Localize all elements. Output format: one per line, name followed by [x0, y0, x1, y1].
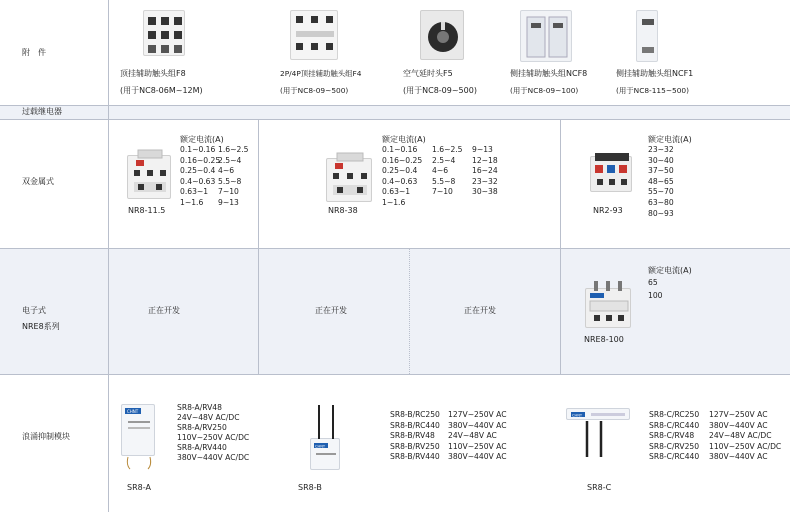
spec-voltage: 127V~250V AC	[709, 410, 768, 419]
f8-contact-block-image	[143, 10, 185, 56]
current-value: 0.4~0.63	[180, 176, 216, 186]
sr8-a-model-label: SR8-A	[127, 483, 151, 492]
row-label-surge: 浪涌抑制模块	[22, 432, 70, 441]
timer-dial-icon	[421, 11, 465, 61]
nre8-current-header: 额定电流(A)	[648, 266, 692, 275]
in-development-text: 正在开发	[315, 306, 347, 315]
row-label-overload-relay: 过载继电器	[22, 107, 62, 116]
nr2-93-current-header: 额定电流(A)	[648, 135, 692, 144]
surge-module-icon	[122, 405, 156, 473]
accessory-note: (用于NC8-09~100)	[510, 86, 579, 95]
current-value: 12~18	[472, 155, 498, 165]
current-value: 0.16~0.25	[180, 155, 221, 165]
nr8-38-current-header: 额定电流(A)	[382, 135, 426, 144]
column-divider	[258, 248, 259, 374]
sr8-b-model-label: SR8-B	[298, 483, 322, 492]
nr2-93-relay-image	[590, 156, 632, 192]
sr8-c-module-image	[566, 408, 630, 420]
current-value: 9~13	[218, 197, 239, 207]
current-value: 0.1~0.16	[382, 145, 418, 154]
spec-line: 24V~48V AC/DC	[177, 413, 240, 422]
spec-voltage: 110V~250V AC/DC	[709, 441, 782, 451]
current-value: 1~1.6	[180, 197, 204, 207]
electronic-relay-icon	[586, 289, 632, 329]
sr8-b-module-image	[310, 438, 340, 470]
current-value: 7~10	[218, 187, 239, 197]
current-value: 4~6	[218, 166, 235, 176]
current-value: 30~38	[472, 187, 498, 197]
sr8-a-module-image	[121, 404, 155, 456]
accessory-note: (用于NC8-09~500)	[280, 86, 349, 95]
spec-model: SR8-B/RC440	[390, 420, 440, 430]
current-value: 9~13	[472, 145, 493, 154]
overload-relay-icon	[591, 157, 633, 193]
current-value: 2.5~4	[218, 155, 242, 165]
current-value: 2.5~4	[432, 155, 456, 165]
nr8-11-5-relay-image	[127, 155, 171, 199]
column-divider	[560, 119, 561, 248]
current-value: 30~40	[648, 155, 674, 165]
current-value: 100	[648, 291, 663, 300]
current-value: 0.63~1	[382, 187, 411, 197]
f4-contact-block-image	[290, 10, 338, 60]
side-contact-icon	[637, 11, 659, 63]
current-value: 0.63~1	[180, 187, 209, 197]
accessory-name: 侧挂辅助触头组NCF1	[616, 69, 694, 78]
sr8-c-voltage-list	[709, 410, 781, 463]
brand-logo: CHNT	[127, 409, 139, 414]
current-value: 0.1~0.16	[180, 145, 216, 154]
accessory-note: (用于NC8-115~500)	[616, 86, 690, 95]
nre8-current-values	[648, 276, 663, 302]
overload-relay-icon	[128, 156, 172, 200]
nr2-93-model-label: NR2-93	[593, 206, 623, 215]
accessory-name: 顶挂辅助触头组F8	[120, 69, 186, 78]
nr8-38-current-col2	[432, 145, 463, 198]
spec-line: SR8-A/RV440	[177, 443, 227, 452]
nr8-11-5-current-col2	[218, 145, 249, 209]
band-overload-header	[0, 105, 790, 119]
accessory-name: 空气延时头F5	[403, 69, 453, 78]
sr8-c-model-list	[649, 410, 699, 463]
column-divider	[409, 248, 410, 374]
sr8-b-model-list	[390, 410, 440, 463]
current-value: 80~93	[648, 208, 674, 218]
nre8-100-relay-image	[585, 288, 631, 328]
overload-relay-icon	[327, 159, 373, 203]
surge-module-icon	[311, 439, 341, 471]
spec-line: 380V~440V AC/DC	[177, 453, 250, 462]
contact-block-icon	[291, 11, 339, 61]
row-label-electronic: 电子式	[22, 306, 46, 315]
current-value: 1.6~2.5	[218, 145, 249, 154]
current-value: 0.16~0.25	[382, 155, 423, 165]
current-value: 1.6~2.5	[432, 145, 463, 154]
spec-voltage: 380V~440V AC	[448, 452, 507, 462]
current-value: 4~6	[432, 166, 449, 176]
spec-model: SR8-B/RV250	[390, 441, 440, 451]
current-value: 63~80	[648, 197, 674, 207]
spec-line: SR8-A/RV250	[177, 423, 227, 432]
ncf1-side-contact-image	[636, 10, 658, 62]
side-contact-icon	[521, 11, 573, 63]
current-value: 5.5~8	[432, 176, 456, 186]
nr8-11-5-model-label: NR8-11.5	[128, 206, 166, 215]
column-divider	[560, 248, 561, 374]
row-label-accessories: 附 件	[22, 48, 46, 57]
current-value: 65	[648, 278, 658, 287]
spec-model: SR8-C/RV250	[649, 441, 700, 451]
spec-voltage: 24V~48V AC/DC	[709, 431, 772, 441]
accessory-note: (用于NC8-06M~12M)	[120, 86, 203, 95]
nr8-38-current-col1	[382, 145, 422, 209]
surge-module-icon	[567, 409, 631, 421]
nr8-11-5-current-col1	[180, 145, 220, 209]
row-label-bimetal: 双金属式	[22, 177, 54, 186]
spec-model: SR8-C/RV48	[649, 431, 695, 441]
spec-model: SR8-B/RC250	[390, 410, 440, 419]
spec-model: SR8-C/RC440	[649, 420, 700, 430]
accessory-note: (用于NC8-09~500)	[403, 86, 477, 95]
in-development-text: 正在开发	[464, 306, 496, 315]
current-value: 37~50	[648, 166, 674, 176]
spec-voltage: 380V~440V AC	[709, 420, 768, 430]
nr8-38-current-col3	[472, 145, 498, 198]
spec-model: SR8-B/RV440	[390, 452, 440, 462]
spec-model: SR8-B/RV48	[390, 431, 435, 441]
in-development-text: 正在开发	[148, 306, 180, 315]
current-value: 55~70	[648, 187, 674, 197]
contact-block-icon	[144, 11, 186, 57]
row-divider	[0, 105, 790, 106]
current-value: 23~32	[648, 145, 674, 154]
current-value: 23~32	[472, 176, 498, 186]
brand-logo: CHNT	[315, 444, 326, 449]
row-divider	[0, 374, 790, 375]
sr8-c-model-label: SR8-C	[587, 483, 612, 492]
sr8-b-voltage-list	[448, 410, 507, 463]
f5-timer-head-image	[420, 10, 464, 60]
row-label-electronic-series: NRE8系列	[22, 322, 60, 331]
nr8-38-model-label: NR8-38	[328, 206, 358, 215]
current-value: 0.25~0.4	[180, 166, 216, 176]
current-value: 1~1.6	[382, 197, 406, 207]
nr8-11-5-current-header: 额定电流(A)	[180, 135, 224, 144]
sr8-a-spec-list	[177, 403, 249, 463]
nre8-100-model-label: NRE8-100	[584, 335, 624, 344]
current-value: 48~65	[648, 176, 674, 186]
spec-voltage: 24V~48V AC	[448, 431, 497, 441]
accessory-name: 侧挂辅助触头组NCF8	[510, 69, 588, 78]
spec-voltage: 110V~250V AC	[448, 441, 507, 451]
nr8-38-relay-image	[326, 158, 372, 202]
nr2-93-current-values	[648, 145, 674, 219]
spec-line: 110V~250V AC/DC	[177, 433, 250, 442]
current-value: 0.25~0.4	[382, 166, 418, 176]
accessory-name: 2P/4P顶挂辅助触头组F4	[280, 69, 362, 78]
current-value: 5.5~8	[218, 176, 242, 186]
ncf8-side-contact-image	[520, 10, 572, 62]
current-value: 0.4~0.63	[382, 176, 418, 186]
spec-model: SR8-C/RC440	[649, 452, 700, 462]
spec-voltage: 127V~250V AC	[448, 410, 507, 419]
column-divider	[258, 119, 259, 248]
label-column-divider	[108, 0, 109, 512]
spec-model: SR8-C/RC250	[649, 410, 700, 419]
brand-logo: CHNT	[572, 413, 583, 418]
row-divider	[0, 119, 790, 120]
spec-voltage: 380V~440V AC	[709, 452, 768, 462]
current-value: 16~24	[472, 166, 498, 176]
row-divider	[0, 248, 790, 249]
spec-voltage: 380V~440V AC	[448, 420, 507, 430]
spec-line: SR8-A/RV48	[177, 403, 222, 412]
current-value: 7~10	[432, 187, 453, 197]
